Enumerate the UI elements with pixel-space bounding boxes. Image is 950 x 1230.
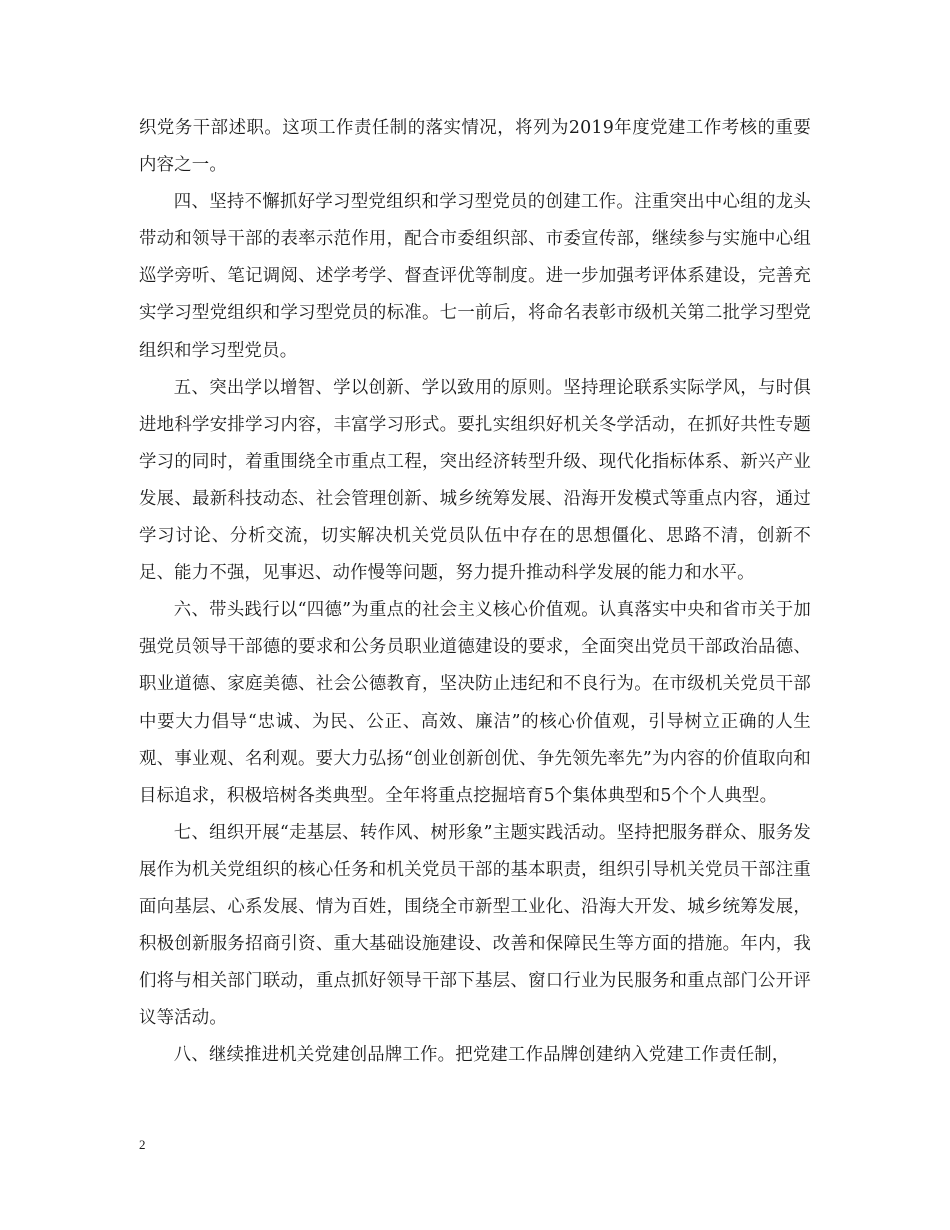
page-number: 2: [139, 1137, 146, 1152]
paragraph-section-4: 四、坚持不懈抓好学习型党组织和学习型党员的创建工作。注重突出中心组的龙头带动和领导干部的表率示范作用，配合市委组织部、市委宣传部，继续参与实施中心组巡学旁听、笔记调阅、述学考学、督查评优等制度。进一步加强考评体系建设，完善充实学习型党组织和学习型党员的标准。七一前后，将命名表彰市级机关第二批学习型党组织和学习型党员。: [139, 192, 811, 361]
paragraph-continuation: 织党务干部述职。这项工作责任制的落实情况，将列为2019年度党建工作考核的重要内容之一。: [139, 118, 811, 176]
paragraph-section-8: 八、继续推进机关党建创品牌工作。把党建工作品牌创建纳入党建工作责任制，: [173, 1045, 790, 1066]
paragraph-section-7: 七、组织开展“走基层、转作风、树形象”主题实践活动。坚持把服务群众、服务发展作为机关党组织的核心任务和机关党员干部的基本职责，组织引导机关党员干部注重面向基层、心系发展、情为百姓，围绕全市新型工业化、沿海大开发、城乡统筹发展，积极创新服务招商引资、重大基础设施建设、改善和保障民生等方面的措施。年内，我们将与相关部门联动，重点抓好领导干部下基层、窗口行业为民服务和重点部门公开评议等活动。: [139, 822, 811, 1029]
document-body: [139, 110, 811, 1074]
paragraph-section-6: 六、带头践行以“四德”为重点的社会主义核心价值观。认真落实中央和省市关于加强党员领导干部德的要求和公务员职业道德建设的要求，全面突出党员干部政治品德、职业道德、家庭美德、社会公德教育，坚决防止违纪和不良行为。在市级机关党员干部中要大力倡导“忠诚、为民、公正、高效、廉洁”的核心价值观，引导树立正确的人生观、事业观、名利观。要大力弘扬“创业创新创优、争先领先率先”为内容的价值取向和目标追求，积极培树各类典型。全年将重点挖掘培育5个集体典型和5个个人典型。: [139, 600, 811, 806]
paragraph-section-5: 五、突出学以增智、学以创新、学以致用的原则。坚持理论联系实际学风，与时俱进地科学安排学习内容，丰富学习形式。要扎实组织好机关冬学活动，在抓好共性专题学习的同时，着重围绕全市重点工程，突出经济转型升级、现代化指标体系、新兴产业发展、最新科技动态、社会管理创新、城乡统筹发展、沿海开发模式等重点内容，通过学习讨论、分析交流，切实解决机关党员队伍中存在的思想僵化、思路不清，创新不足、能力不强，见事迟、动作慢等问题，努力提升推动科学发展的能力和水平。: [139, 377, 811, 584]
